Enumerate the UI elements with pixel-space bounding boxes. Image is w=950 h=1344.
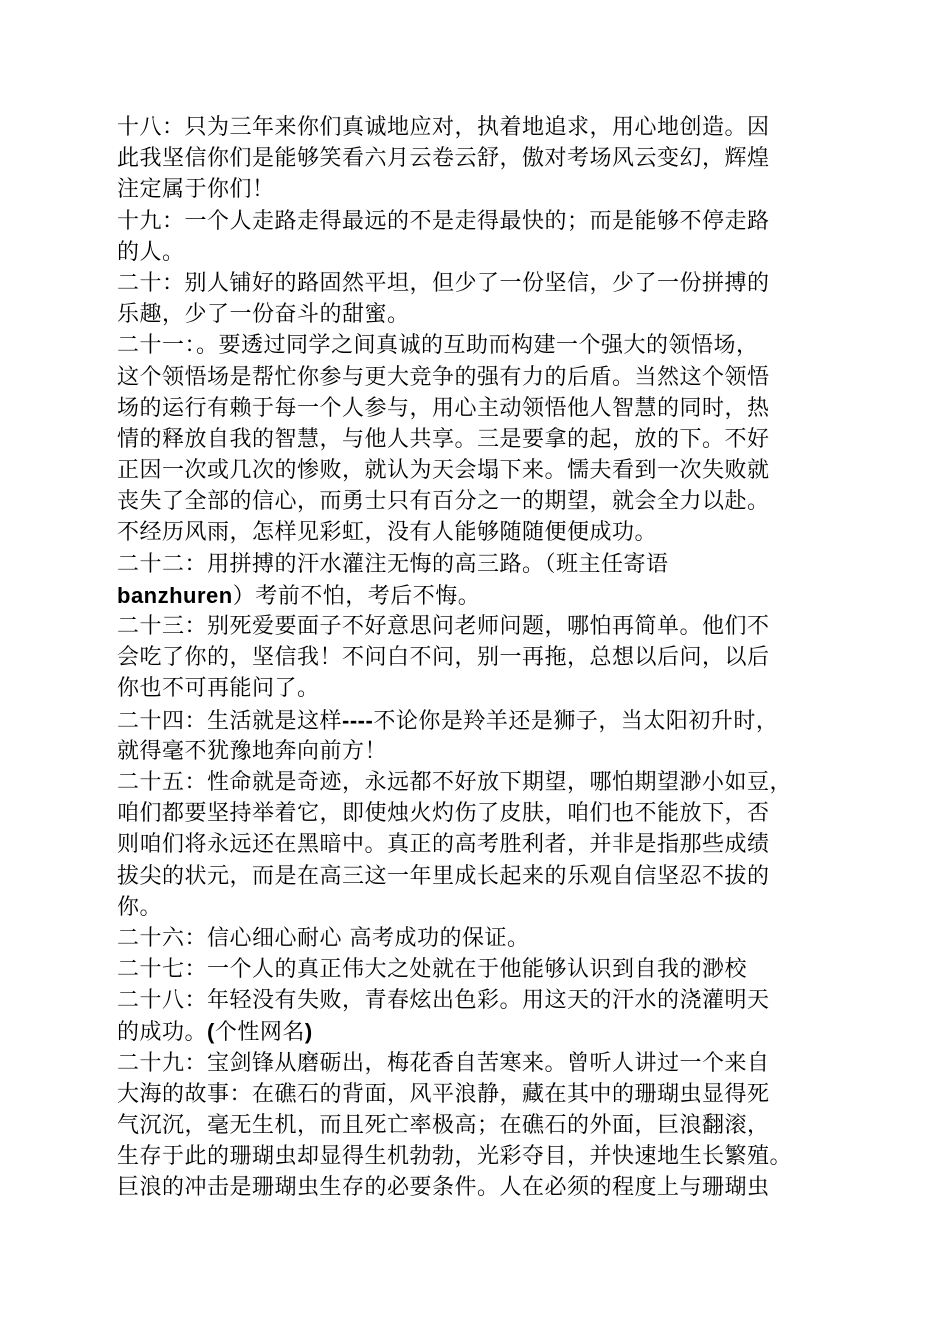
text-run: 这个领悟场是帮忙你参与更大竞争的强有力的后盾。当然这个领悟 xyxy=(117,364,770,390)
text-run: 丧失了全部的信心，而勇士只有百分之一的期望，就会全力以赴。 xyxy=(117,489,770,515)
text-line xyxy=(117,393,857,424)
text-line xyxy=(117,954,857,985)
text-line xyxy=(117,1110,857,1141)
text-line xyxy=(117,642,857,673)
text-run: 你也不可再能问了。 xyxy=(117,676,320,702)
text-line xyxy=(117,767,857,798)
text-line xyxy=(117,517,857,548)
text-line xyxy=(117,112,857,143)
text-line xyxy=(117,330,857,361)
text-run: 不论你是羚羊还是狮子，当太阳初升时， xyxy=(373,708,779,734)
text-run: 就得毫不犹豫地奔向前方！ xyxy=(117,738,388,764)
text-line xyxy=(117,892,857,923)
text-line xyxy=(117,736,857,767)
text-run: 二十六：信心细心耐心 高考成功的保证。 xyxy=(117,925,530,951)
text-run: 十九：一个人走路走得最远的不是走得最快的；而是能够不停走路 xyxy=(117,208,770,234)
text-line xyxy=(117,143,857,174)
text-line xyxy=(117,923,857,954)
text-run: 二十四：生活就是这样 xyxy=(117,708,343,734)
text-run: 则咱们将永远还在黑暗中。真正的高考胜利者，并非是指那些成绩 xyxy=(117,832,770,858)
text-run: 你。 xyxy=(117,894,163,920)
text-line xyxy=(117,829,857,860)
text-run: 乐趣，少了一份奋斗的甜蜜。 xyxy=(117,302,410,328)
text-line xyxy=(117,673,857,704)
text-run: 拔尖的状元，而是在高三这一年里成长起来的乐观自信坚忍不拔的 xyxy=(117,863,770,889)
text-run: 二十二：用拼搏的汗水灌注无悔的高三路。（班主任寄语 xyxy=(117,551,669,577)
text-run: 巨浪的冲击是珊瑚虫生存的必要条件。人在必须的程度上与珊瑚虫 xyxy=(117,1175,770,1201)
text-run: 场的运行有赖于每一个人参与，用心主动领悟他人智慧的同时，热 xyxy=(117,395,770,421)
text-line xyxy=(117,206,857,237)
text-line xyxy=(117,424,857,455)
text-run: 二十五：性命就是奇迹，永远都不好放下期望，哪怕期望渺小如豆， xyxy=(117,769,793,795)
text-run: 会吃了你的，坚信我！不问白不问，别一再拖，总想以后问，以后 xyxy=(117,645,770,671)
text-run: 二十八：年轻没有失败，青春炫出色彩。用这天的汗水的浇灌明天 xyxy=(117,988,770,1014)
text-line xyxy=(117,861,857,892)
text-line xyxy=(117,985,857,1016)
text-line xyxy=(117,1016,857,1047)
text-run: 个性网名 xyxy=(214,1020,305,1046)
text-run: 十八：只为三年来你们真诚地应对，执着地追求，用心地创造。因 xyxy=(117,115,770,140)
document-body xyxy=(117,112,857,1204)
bold-latin-run: ) xyxy=(304,1019,313,1045)
text-line xyxy=(117,1048,857,1079)
bold-latin-run: ( xyxy=(207,1019,215,1045)
text-line xyxy=(117,455,857,486)
text-line xyxy=(117,268,857,299)
bold-latin-run: ---- xyxy=(342,707,374,733)
text-run: ）考前不怕，考后不悔。 xyxy=(232,583,481,609)
text-line xyxy=(117,1172,857,1203)
text-run: 此我坚信你们是能够笑看六月云卷云舒，傲对考场风云变幻，辉煌 xyxy=(117,146,770,172)
text-run: 二十一：。要透过同学之间真诚的互助而构建一个强大的领悟场， xyxy=(117,333,759,359)
text-line xyxy=(117,705,857,736)
text-line xyxy=(117,1141,857,1172)
text-run: 咱们都要坚持举着它，即使烛火灼伤了皮肤，咱们也不能放下，否 xyxy=(117,801,770,827)
text-line xyxy=(117,611,857,642)
text-run: 生存于此的珊瑚虫却显得生机勃勃，光彩夺目，并快速地生长繁殖。 xyxy=(117,1144,793,1170)
text-run: 气沉沉，毫无生机，而且死亡率极高；在礁石的外面，巨浪翻滚， xyxy=(117,1113,770,1138)
text-run: 的人。 xyxy=(117,239,185,265)
text-run: 大海的故事：在礁石的背面，风平浪静，藏在其中的珊瑚虫显得死 xyxy=(117,1081,770,1107)
bold-latin-run: banzhuren xyxy=(117,582,233,608)
text-run: 二十九：宝剑锋从磨砺出，梅花香自苦寒来。曾听人讲过一个来自 xyxy=(117,1050,770,1076)
text-line xyxy=(117,798,857,829)
text-run: 正因一次或几次的惨败，就认为天会塌下来。懦夫看到一次失败就 xyxy=(117,458,770,484)
text-run: 注定属于你们！ xyxy=(117,177,275,203)
text-run: 二十：别人铺好的路固然平坦，但少了一份坚信，少了一份拼搏的 xyxy=(117,270,770,296)
text-run: 不经历风雨，怎样见彩虹，没有人能够随随便便成功。 xyxy=(117,520,658,546)
text-line xyxy=(117,174,857,205)
text-run: 二十七：一个人的真正伟大之处就在于他能够认识到自我的渺校 xyxy=(117,957,748,983)
text-line xyxy=(117,549,857,580)
text-line xyxy=(117,1079,857,1110)
text-run: 的成功。 xyxy=(117,1020,208,1046)
text-line xyxy=(117,362,857,393)
text-run: 二十三：别死爱要面子不好意思问老师问题，哪怕再简单。他们不 xyxy=(117,614,770,639)
text-line xyxy=(117,299,857,330)
text-line xyxy=(117,580,857,611)
text-run: 情的释放自我的智慧，与他人共享。三是要拿的起，放的下。不好 xyxy=(117,426,770,452)
text-line xyxy=(117,486,857,517)
text-line xyxy=(117,237,857,268)
